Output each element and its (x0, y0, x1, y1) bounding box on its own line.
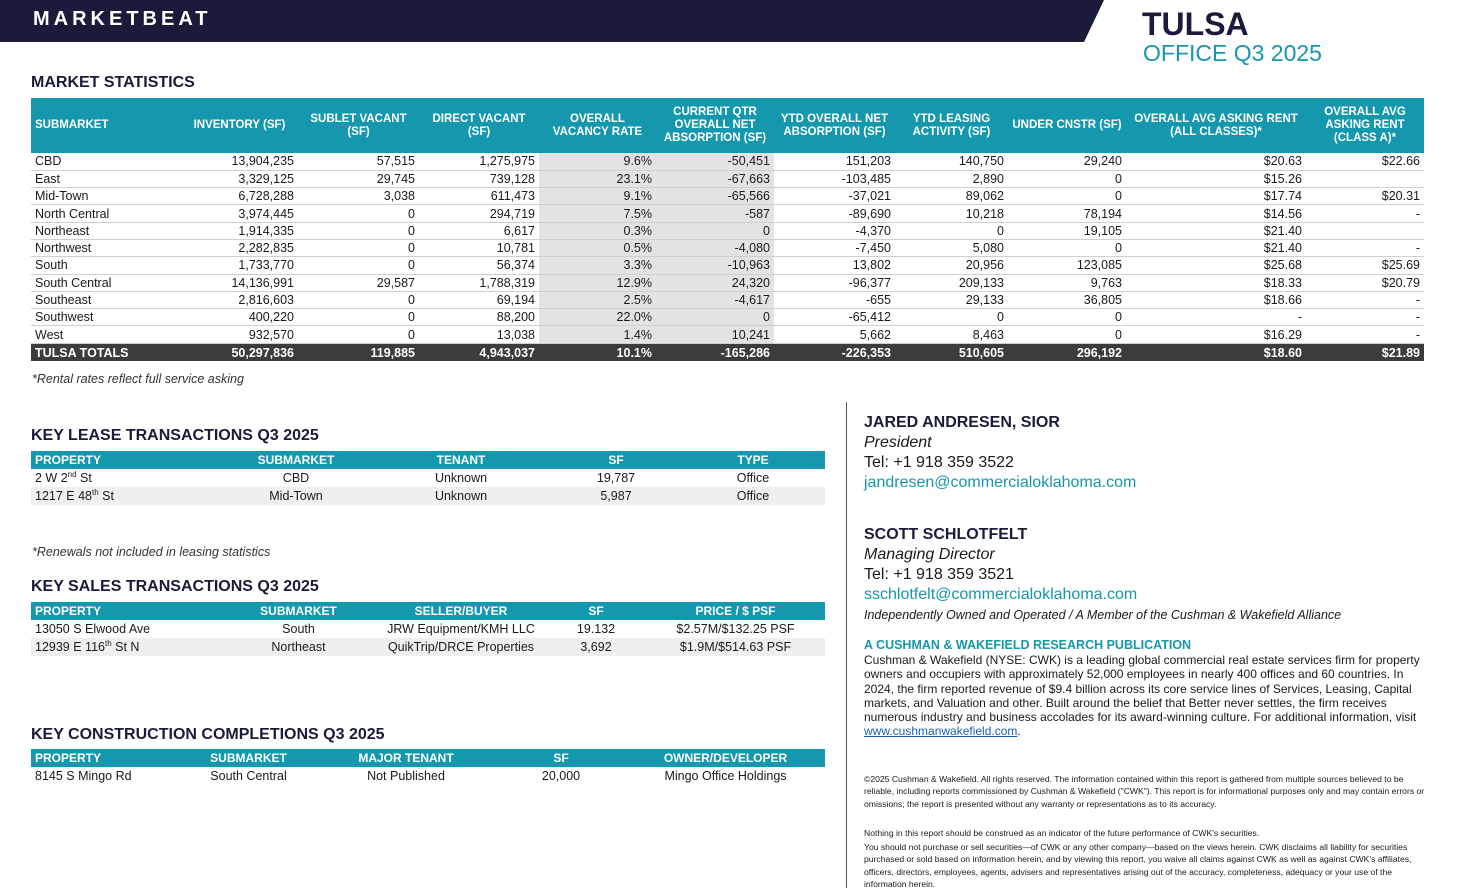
col-ytd-leasing: YTD LEASING ACTIVITY (SF) (895, 98, 1008, 153)
cell-sublet-vacant: 0 (298, 222, 419, 239)
renewals-footnote: *Renewals not included in leasing statistics (32, 545, 271, 559)
cell-ytd-leasing: 29,133 (895, 291, 1008, 308)
lease-col-sf: SF (551, 451, 681, 469)
construction-col-tenant: MAJOR TENANT (316, 749, 496, 767)
cell-submarket: Mid-Town (31, 188, 181, 205)
construction-col-sf: SF (496, 749, 626, 767)
cell-asking-rent-all: $17.74 (1126, 188, 1306, 205)
cell-submarket: TULSA TOTALS (31, 343, 181, 361)
cell-asking-rent-class-a: $22.66 (1306, 153, 1424, 170)
cell-asking-rent-all: $20.63 (1126, 153, 1306, 170)
cell-ytd-absorption: -226,353 (774, 343, 895, 361)
cell-sublet-vacant: 119,885 (298, 343, 419, 361)
cell-under-construction: 78,194 (1008, 205, 1126, 222)
lease-property: 2 W 2nd St (35, 469, 92, 485)
sales-price: $1.9M/$514.63 PSF (646, 638, 825, 656)
cell-ytd-leasing: 10,218 (895, 205, 1008, 222)
cell-submarket: North Central (31, 205, 181, 222)
cell-asking-rent-all: $18.33 (1126, 274, 1306, 291)
stats-header-row (31, 98, 1424, 153)
cell-inventory: 6,728,288 (181, 188, 298, 205)
cell-sublet-vacant: 0 (298, 205, 419, 222)
cell-submarket: South (31, 257, 181, 274)
construction-col-submarket: SUBMARKET (181, 749, 316, 767)
contact-email-link[interactable]: jandresen@commercialoklahoma.com (864, 474, 1137, 491)
sales-submarket: Northeast (221, 638, 376, 656)
cell-sublet-vacant: 29,587 (298, 274, 419, 291)
cell-qtr-absorption: -165,286 (656, 343, 774, 361)
cell-vacancy-rate: 3.3% (539, 257, 656, 274)
cell-asking-rent-all: $14.56 (1126, 205, 1306, 222)
cell-qtr-absorption: 0 (656, 222, 774, 239)
construction-col-property: PROPERTY (31, 749, 181, 767)
sales-submarket: South (282, 622, 315, 636)
cell-under-construction: 9,763 (1008, 274, 1126, 291)
table-row (31, 469, 825, 487)
cell-qtr-absorption: 10,241 (656, 326, 774, 343)
table-row (31, 326, 1424, 343)
sales-col-property: PROPERTY (31, 602, 221, 620)
cell-direct-vacant: 56,374 (419, 257, 539, 274)
cell-asking-rent-all: $18.60 (1126, 343, 1306, 361)
cell-inventory: 1,733,770 (181, 257, 298, 274)
cell-submarket: CBD (31, 153, 181, 170)
cell-asking-rent-class-a (1306, 170, 1424, 187)
cell-asking-rent-all: $21.40 (1126, 239, 1306, 256)
cell-inventory: 2,282,835 (181, 239, 298, 256)
lease-header-row (31, 451, 825, 469)
table-row (31, 205, 1424, 222)
cell-asking-rent-class-a: $21.89 (1306, 343, 1424, 361)
cell-qtr-absorption: -4,617 (656, 291, 774, 308)
construction-sf: 20,000 (541, 769, 581, 783)
cell-submarket: South Central (31, 274, 181, 291)
lease-col-property: PROPERTY (31, 451, 221, 469)
cell-submarket: East (31, 170, 181, 187)
cell-submarket: West (31, 326, 181, 343)
col-direct-vacant: DIRECT VACANT (SF) (419, 98, 539, 153)
cell-direct-vacant: 1,275,975 (419, 153, 539, 170)
lease-transactions-title: KEY LEASE TRANSACTIONS Q3 2025 (31, 427, 319, 444)
cell-vacancy-rate: 22.0% (539, 309, 656, 326)
lease-col-submarket: SUBMARKET (221, 451, 371, 469)
cell-inventory: 14,136,991 (181, 274, 298, 291)
cell-sublet-vacant: 0 (298, 239, 419, 256)
cell-ytd-absorption: 151,203 (774, 153, 895, 170)
cell-ytd-absorption: -89,690 (774, 205, 895, 222)
cell-asking-rent-all: - (1126, 309, 1306, 326)
cell-asking-rent-class-a: - (1306, 205, 1424, 222)
cell-ytd-leasing: 89,062 (895, 188, 1008, 205)
cell-under-construction: 0 (1008, 170, 1126, 187)
sales-col-sf: SF (546, 602, 646, 620)
cell-submarket: Northwest (31, 239, 181, 256)
lease-sf: 19,787 (596, 471, 636, 485)
sales-price: $2.57M/$132.25 PSF (676, 622, 795, 636)
cell-ytd-leasing: 5,080 (895, 239, 1008, 256)
sales-col-submarket: SUBMARKET (221, 602, 376, 620)
contact-name: JARED ANDRESEN, SIOR (864, 414, 1060, 431)
cell-vacancy-rate: 23.1% (539, 170, 656, 187)
contact-title: Managing Director (864, 546, 995, 563)
alliance-statement: Independently Owned and Operated / A Member of the Cushman & Wakefield Alliance (864, 608, 1342, 622)
contact-card (864, 526, 1137, 604)
cell-qtr-absorption: -10,963 (656, 257, 774, 274)
cell-sublet-vacant: 3,038 (298, 188, 419, 205)
sales-sf: 19.132 (576, 622, 616, 636)
cell-under-construction: 19,105 (1008, 222, 1126, 239)
cell-ytd-absorption: -37,021 (774, 188, 895, 205)
contact-name: SCOTT SCHLOTFELT (864, 526, 1028, 543)
cell-ytd-absorption: 5,662 (774, 326, 895, 343)
construction-submarket: South Central (210, 769, 287, 783)
cell-vacancy-rate: 10.1% (539, 343, 656, 361)
table-row (31, 487, 825, 505)
cell-under-construction: 0 (1008, 309, 1126, 326)
cell-ytd-absorption: -4,370 (774, 222, 895, 239)
cell-asking-rent-all: $21.40 (1126, 222, 1306, 239)
report-period: OFFICE Q3 2025 (1143, 40, 1322, 66)
cell-vacancy-rate: 12.9% (539, 274, 656, 291)
cell-vacancy-rate: 2.5% (539, 291, 656, 308)
contact-card (864, 414, 1136, 492)
lease-sf: 5,987 (551, 487, 681, 505)
market-statistics-title: MARKET STATISTICS (31, 74, 195, 91)
table-row (31, 188, 1424, 205)
liability-disclaimer: You should not purchase or sell securities—of CWK or any other company—based on the views herein. CWK disclaims all liability for securities purchased or sold based on information herein, and by viewing this report, you waive all claims against CWK as well as against CWK's affiliates, officers, directors, employees, agents, advisers and representatives arising out of the accuracy, completeness, adequacy or your use of the information herein. (864, 842, 1412, 889)
sales-seller-buyer: JRW Equipment/KMH LLC (387, 622, 535, 636)
table-row (31, 291, 1424, 308)
sales-seller-buyer: QuikTrip/DRCE Properties (376, 638, 546, 656)
cell-qtr-absorption: -587 (656, 205, 774, 222)
publication-body: Cushman & Wakefield (NYSE: CWK) is a leading global commercial real estate services firm for property owners and occupiers with approximately 52,000 employees in nearly 400 offices and 60 countries. In 2024, the firm reported revenue of $9.4 billion across its core service lines of Services, Leasing, Capital markets, and Valuation and other. Built around the belief that Better never settles, the firm receives numerous industry and business accolades for its award-winning culture. For additional information, visit www.cushmanwakefield.com. (864, 653, 1420, 739)
cell-direct-vacant: 611,473 (419, 188, 539, 205)
website-link[interactable]: www.cushmanwakefield.com (864, 724, 1018, 739)
cell-direct-vacant: 69,194 (419, 291, 539, 308)
construction-completions-title: KEY CONSTRUCTION COMPLETIONS Q3 2025 (31, 726, 385, 743)
securities-disclaimer: Nothing in this report should be construed as an indicator of the future performance of CWK's securities. (864, 828, 1260, 838)
cell-submarket: Southeast (31, 291, 181, 308)
table-row (31, 767, 825, 785)
cell-asking-rent-class-a: - (1306, 239, 1424, 256)
table-row (31, 274, 1424, 291)
cell-qtr-absorption: -50,451 (656, 153, 774, 170)
cell-asking-rent-all: $18.66 (1126, 291, 1306, 308)
cell-sublet-vacant: 0 (298, 326, 419, 343)
cell-ytd-leasing: 0 (895, 309, 1008, 326)
lease-tenant: Unknown (371, 487, 551, 505)
cell-direct-vacant: 4,943,037 (419, 343, 539, 361)
cell-direct-vacant: 6,617 (419, 222, 539, 239)
cell-vacancy-rate: 9.1% (539, 188, 656, 205)
table-row (31, 222, 1424, 239)
cell-vacancy-rate: 0.5% (539, 239, 656, 256)
cell-asking-rent-class-a: $20.31 (1306, 188, 1424, 205)
col-inventory: INVENTORY (SF) (181, 98, 298, 153)
cell-inventory: 1,914,335 (181, 222, 298, 239)
col-ytd-absorption: YTD OVERALL NET ABSORPTION (SF) (774, 98, 895, 153)
market-statistics-table (31, 98, 1424, 361)
cell-under-construction: 0 (1008, 188, 1126, 205)
col-under-construction: UNDER CNSTR (SF) (1008, 98, 1126, 153)
cell-direct-vacant: 294,719 (419, 205, 539, 222)
cell-qtr-absorption: -4,080 (656, 239, 774, 256)
rent-footnote: *Rental rates reflect full service asking (32, 372, 244, 386)
cell-qtr-absorption: -67,663 (656, 170, 774, 187)
column-divider (846, 402, 847, 888)
col-asking-rent-all: OVERALL AVG ASKING RENT (ALL CLASSES)* (1126, 98, 1306, 153)
city-title: TULSA (1142, 6, 1249, 42)
cell-direct-vacant: 1,788,319 (419, 274, 539, 291)
contact-phone: Tel: +1 918 359 3522 (864, 454, 1014, 471)
cell-direct-vacant: 88,200 (419, 309, 539, 326)
cell-direct-vacant: 739,128 (419, 170, 539, 187)
lease-type: Office (736, 471, 770, 485)
cell-ytd-leasing: 209,133 (895, 274, 1008, 291)
cell-ytd-leasing: 2,890 (895, 170, 1008, 187)
brand-logo: MARKETBEAT (33, 8, 212, 30)
sales-transactions-title: KEY SALES TRANSACTIONS Q3 2025 (31, 578, 319, 595)
col-qtr-absorption: CURRENT QTR OVERALL NET ABSORPTION (SF) (656, 98, 774, 153)
cell-sublet-vacant: 0 (298, 309, 419, 326)
construction-col-owner: OWNER/DEVELOPER (626, 749, 825, 767)
publication-heading: A CUSHMAN & WAKEFIELD RESEARCH PUBLICATION (864, 638, 1192, 652)
totals-row (31, 343, 1424, 361)
table-row (31, 239, 1424, 256)
contact-phone: Tel: +1 918 359 3521 (864, 566, 1014, 583)
cell-under-construction: 0 (1008, 239, 1126, 256)
lease-transactions-table (31, 451, 825, 505)
table-row (31, 257, 1424, 274)
lease-property: 1217 E 48th St (31, 487, 221, 505)
lease-col-tenant: TENANT (371, 451, 551, 469)
cell-sublet-vacant: 57,515 (298, 153, 419, 170)
construction-property: 8145 S Mingo Rd (35, 769, 132, 783)
sales-header-row (31, 602, 825, 620)
cell-inventory: 50,297,836 (181, 343, 298, 361)
cell-vacancy-rate: 9.6% (539, 153, 656, 170)
cell-asking-rent-all: $15.26 (1126, 170, 1306, 187)
cell-ytd-absorption: -103,485 (774, 170, 895, 187)
copyright-disclaimer: ©2025 Cushman & Wakefield. All rights reserved. The information contained within this report is gathered from multiple sources believed to be reliable, including reports commissioned by Cushman & Wakefield ("CWK"). This report is for informational purposes only and may contain errors or omissions; the report is presented without any warranty or representations as to its accuracy. (864, 774, 1425, 809)
sales-property: 13050 S Elwood Ave (35, 622, 151, 636)
cell-asking-rent-all: $25.68 (1126, 257, 1306, 274)
sales-col-price: PRICE / $ PSF (646, 602, 825, 620)
cell-vacancy-rate: 7.5% (539, 205, 656, 222)
col-sublet-vacant: SUBLET VACANT (SF) (298, 98, 419, 153)
cell-vacancy-rate: 1.4% (539, 326, 656, 343)
cell-sublet-vacant: 0 (298, 291, 419, 308)
lease-type: Office (681, 487, 825, 505)
cell-sublet-vacant: 0 (298, 257, 419, 274)
cell-ytd-leasing: 140,750 (895, 153, 1008, 170)
cell-ytd-absorption: 13,802 (774, 257, 895, 274)
table-row (31, 638, 825, 656)
cell-asking-rent-class-a: - (1306, 309, 1424, 326)
cell-ytd-absorption: -7,450 (774, 239, 895, 256)
sales-col-seller-buyer: SELLER/BUYER (376, 602, 546, 620)
col-asking-rent-class-a: OVERALL AVG ASKING RENT (CLASS A)* (1306, 98, 1424, 153)
contact-email-link[interactable]: sschlotfelt@commercialoklahoma.com (864, 586, 1138, 603)
cell-ytd-leasing: 0 (895, 222, 1008, 239)
cell-under-construction: 29,240 (1008, 153, 1126, 170)
lease-tenant: Unknown (434, 471, 488, 485)
cell-under-construction: 0 (1008, 326, 1126, 343)
cell-qtr-absorption: 0 (656, 309, 774, 326)
cell-inventory: 3,329,125 (181, 170, 298, 187)
cell-ytd-leasing: 20,956 (895, 257, 1008, 274)
cell-ytd-absorption: -655 (774, 291, 895, 308)
table-row (31, 170, 1424, 187)
cell-asking-rent-class-a (1306, 222, 1424, 239)
cell-ytd-leasing: 510,605 (895, 343, 1008, 361)
cell-sublet-vacant: 29,745 (298, 170, 419, 187)
col-submarket: SUBMARKET (31, 98, 181, 153)
lease-submarket: CBD (282, 471, 310, 485)
cell-submarket: Southwest (31, 309, 181, 326)
table-row (31, 309, 1424, 326)
construction-header-row (31, 749, 825, 767)
cell-inventory: 2,816,603 (181, 291, 298, 308)
table-row (31, 153, 1424, 170)
cell-ytd-absorption: -65,412 (774, 309, 895, 326)
cell-qtr-absorption: -65,566 (656, 188, 774, 205)
cell-inventory: 3,974,445 (181, 205, 298, 222)
table-row (31, 620, 825, 638)
cell-qtr-absorption: 24,320 (656, 274, 774, 291)
cell-asking-rent-class-a: - (1306, 326, 1424, 343)
cell-inventory: 932,570 (181, 326, 298, 343)
construction-completions-table (31, 749, 825, 785)
sales-property: 12939 E 116th St N (31, 638, 221, 656)
lease-submarket: Mid-Town (221, 487, 371, 505)
cell-direct-vacant: 10,781 (419, 239, 539, 256)
cell-asking-rent-class-a: $20.79 (1306, 274, 1424, 291)
construction-tenant: Not Published (367, 769, 445, 783)
cell-under-construction: 123,085 (1008, 257, 1126, 274)
cell-under-construction: 296,192 (1008, 343, 1126, 361)
cell-vacancy-rate: 0.3% (539, 222, 656, 239)
cell-direct-vacant: 13,038 (419, 326, 539, 343)
cell-inventory: 13,904,235 (181, 153, 298, 170)
col-vacancy-rate: OVERALL VACANCY RATE (539, 98, 656, 153)
cell-ytd-absorption: -96,377 (774, 274, 895, 291)
contact-title: President (864, 434, 932, 451)
cell-asking-rent-class-a: $25.69 (1306, 257, 1424, 274)
sales-sf: 3,692 (546, 638, 646, 656)
sales-transactions-table (31, 602, 825, 656)
cell-asking-rent-class-a: - (1306, 291, 1424, 308)
construction-owner: Mingo Office Holdings (664, 769, 787, 783)
cell-inventory: 400,220 (181, 309, 298, 326)
lease-col-type: TYPE (681, 451, 825, 469)
cell-ytd-leasing: 8,463 (895, 326, 1008, 343)
cell-submarket: Northeast (31, 222, 181, 239)
cell-asking-rent-all: $16.29 (1126, 326, 1306, 343)
cell-under-construction: 36,805 (1008, 291, 1126, 308)
